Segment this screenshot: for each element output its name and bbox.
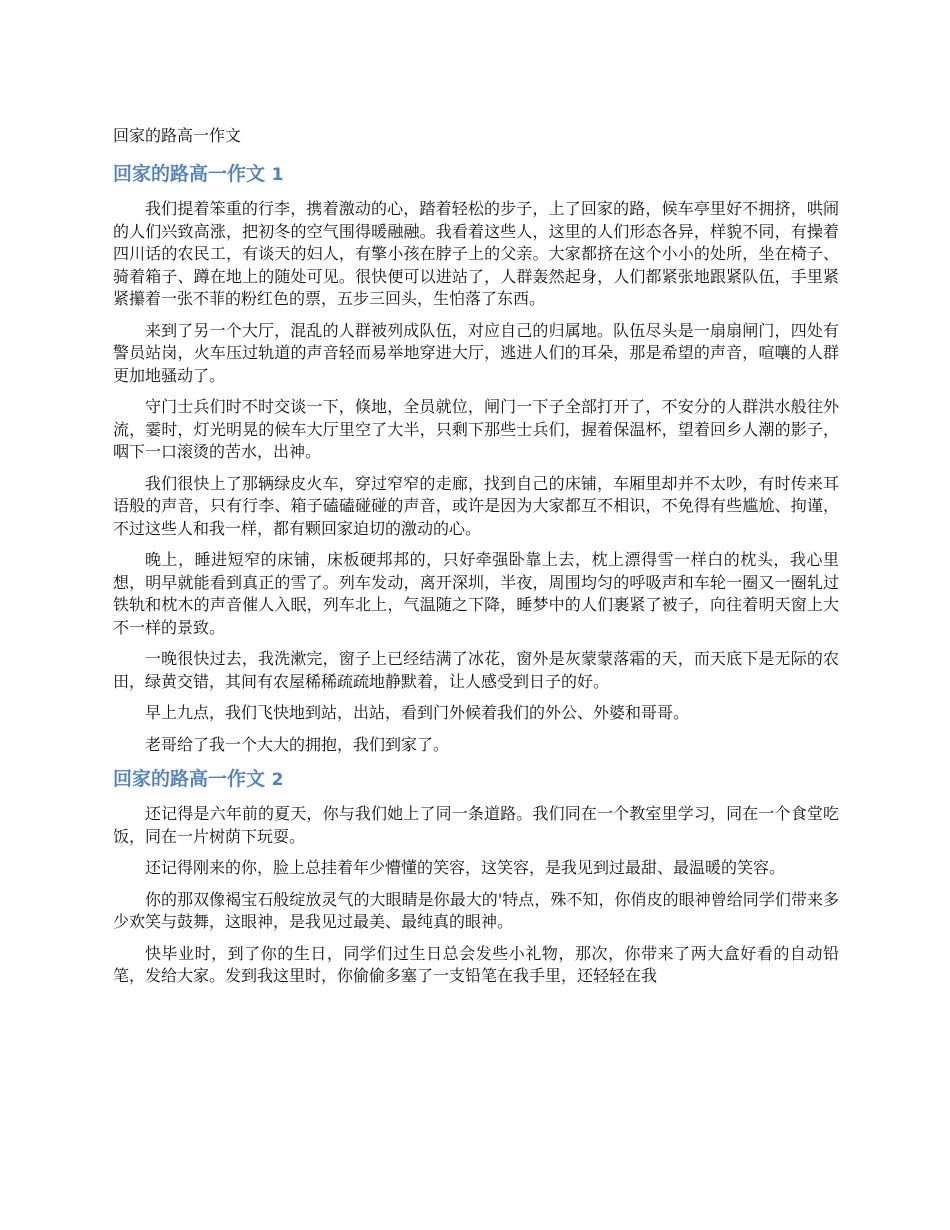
section-heading [113, 765, 839, 794]
document-page [113, 124, 839, 997]
paragraph: 晚上，睡进短窄的床铺，床板硬邦邦的，只好牵强卧靠上去，枕上漂得雪一样白的枕头，我心里想，明早就能看到真正的雪了。列车发动，离开深圳，半夜，周围均匀的呼吸声和车轮一圈又一圈轧过铁轨和枕木的声音催人入眠，列车北上，气温随之下降，睡梦中的人们裹紧了被子，向往着明天窗上大不一样的景致。 [113, 550, 839, 637]
section-heading-text: 回家的路高一作文 [113, 163, 266, 185]
paragraph: 我们提着笨重的行李，携着激动的心，踏着轻松的步子，上了回家的路，候车亭里好不拥挤，哄闹的人们兴致高涨，把初冬的空气围得暖融融。我看着这些人，这里的人们形态各异，样貌不同，有操着四川话的农民工，有谈天的妇人，有擎小孩在脖子上的父亲。大家都挤在这个小小的处所，坐在椅子、骑着箱子、蹲在地上的随处可见。很快便可以进站了，人群轰然起身，人们都紧张地跟紧队伍，手里紧紧攥着一张不菲的粉红色的票，五步三回头，生怕落了东西。 [113, 199, 839, 308]
section-2 [113, 765, 839, 988]
paragraph: 老哥给了我一个大大的拥抱，我们到家了。 [145, 734, 450, 754]
paragraph: 快毕业时，到了你的生日，同学们过生日总会发些小礼物，那次，你带来了两大盒好看的自动铅笔，发给大家。发到我这里时，你偷偷多塞了一支铅笔在我手里，还轻轻在我 [113, 943, 839, 985]
paragraph: 早上九点，我们飞快地到站，出站，看到门外候着我们的外公、外婆和哥哥。 [145, 703, 690, 722]
section-heading-text: 回家的路高一作文 [113, 768, 266, 790]
paragraph: 你的那双像褐宝石般绽放灵气的大眼睛是你最大的'特点，殊不知，你俏皮的眼神曾给同学们带来多少欢笑与鼓舞，这眼神，是我见过最美、最纯真的眼神。 [113, 889, 839, 931]
document-title: 回家的路高一作文 [113, 126, 242, 145]
section-number: 1 [271, 165, 284, 185]
section-number: 2 [271, 770, 284, 790]
paragraph: 还记得是六年前的夏天，你与我们她上了同一条道路。我们同在一个教室里学习，同在一个食堂吃饭，同在一片树荫下玩耍。 [113, 804, 839, 846]
section-heading [113, 160, 839, 189]
paragraph: 还记得刚来的你，脸上总挂着年少懵懂的笑容，这笑容，是我见到过最甜、最温暖的笑容。 [145, 858, 786, 877]
section-1 [113, 160, 839, 756]
paragraph: 我们很快上了那辆绿皮火车，穿过窄窄的走廊，找到自己的床铺，车厢里却并不太吵，有时传来耳语般的声音，只有行李、箱子磕磕碰碰的声音，或许是因为大家都互不相识，不免得有些尴尬、拘谨，不过这些人和我一样，都有颗回家迫切的激动的心。 [113, 473, 839, 538]
paragraph: 守门士兵们时不时交谈一下，倏地，全员就位，闸门一下子全部打开了，不安分的人群洪水般往外流，霎时，灯光明晃的候车大厅里空了大半，只剩下那些士兵们，握着保温杯，望着回乡人潮的影子，咽下一口滚烫的苦水，出神。 [113, 397, 839, 461]
paragraph: 来到了另一个大厅，混乱的人群被列成队伍，对应自己的归属地。队伍尽头是一扇扇闸门，四处有警员站岗，火车压过轨道的声音轻而易举地穿进大厅，逃进人们的耳朵，那是希望的声音，喧嚷的人群更加地骚动了。 [113, 320, 839, 385]
paragraph: 一晚很快过去，我洗漱完，窗子上已经结满了冰花，窗外是灰蒙蒙落霜的天，而天底下是无际的农田，绿黄交错，其间有农屋稀稀疏疏地静默着，让人感受到日子的好。 [113, 649, 839, 691]
